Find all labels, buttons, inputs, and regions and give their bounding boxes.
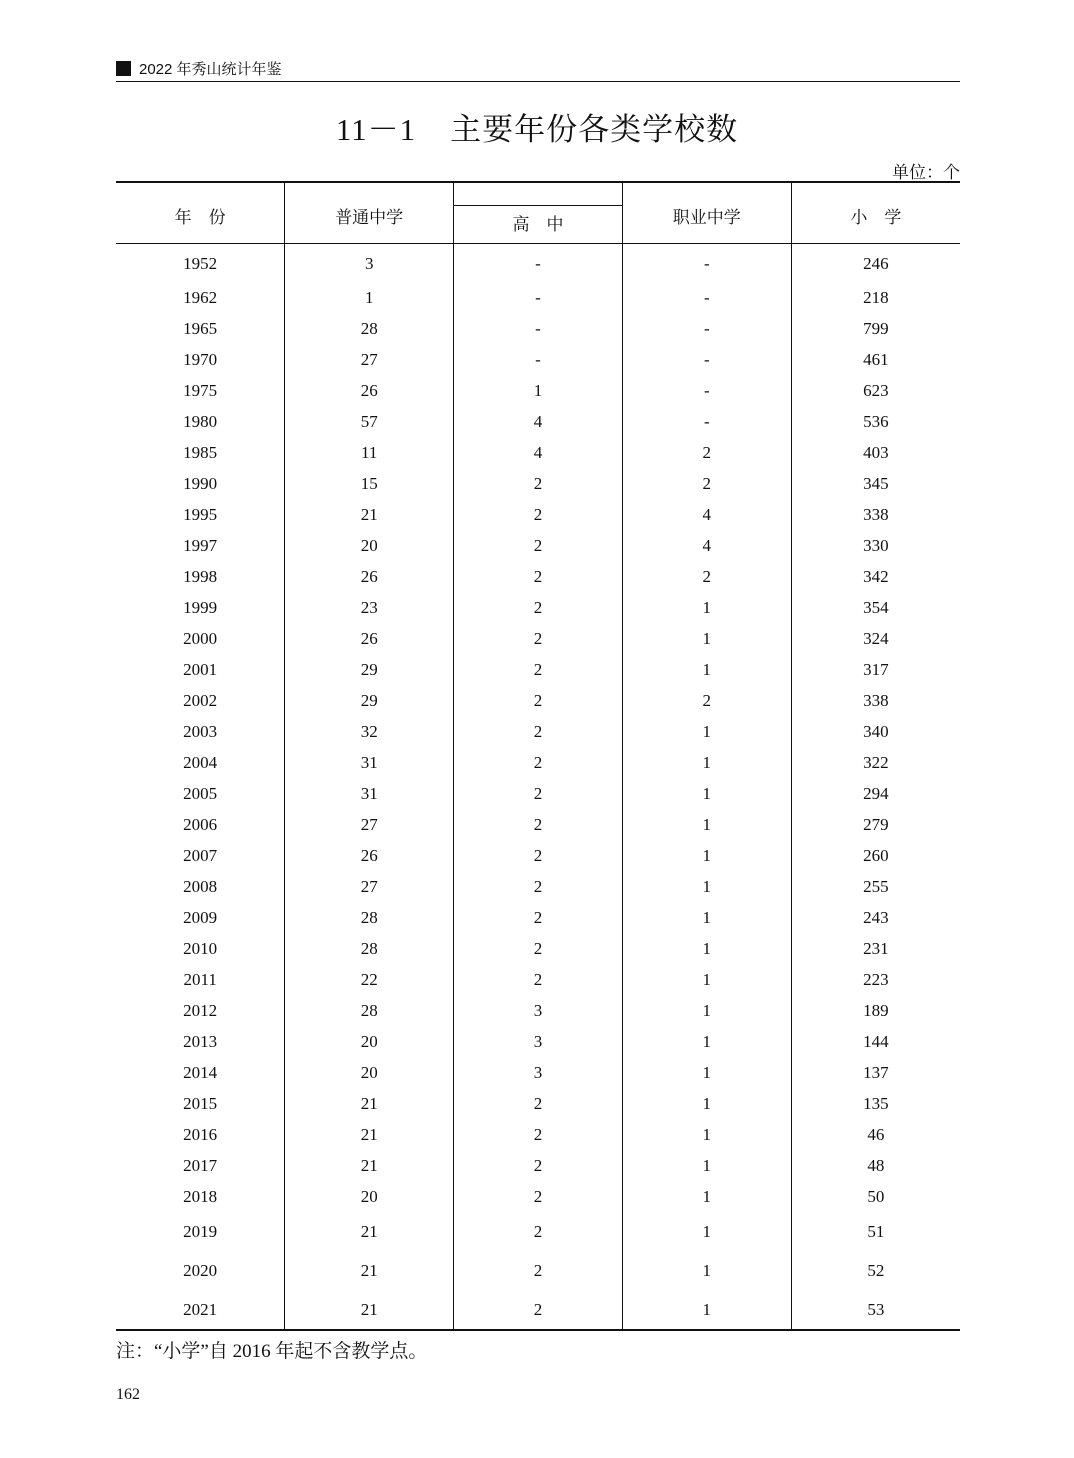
cell-vocational: 1: [622, 995, 791, 1026]
cell-primary: 354: [791, 592, 960, 623]
table-row: [116, 1119, 960, 1150]
cell-year: 1980: [183, 412, 218, 431]
header-vocational: 职业中学: [622, 182, 791, 244]
cell-year: 1990: [183, 474, 218, 493]
header-senior-high: 高 中: [454, 206, 623, 244]
table-row: [116, 1026, 960, 1057]
table-row: [116, 964, 960, 995]
cell-general-middle: 20: [285, 1026, 454, 1057]
table-row: [116, 623, 960, 654]
table-row: [116, 1150, 960, 1181]
cell-general-middle: 21: [285, 1251, 454, 1290]
cell-year: 1975: [183, 381, 218, 400]
cell-senior-high: -: [454, 282, 623, 313]
cell-year: 2005: [183, 784, 218, 803]
cell-general-middle: 21: [285, 1290, 454, 1330]
cell-primary: 340: [791, 716, 960, 747]
table-row: [116, 809, 960, 840]
cell-vocational: 4: [622, 499, 791, 530]
cell-senior-high: 2: [454, 623, 623, 654]
cell-primary: 260: [791, 840, 960, 871]
cell-primary: 279: [791, 809, 960, 840]
table-row: [116, 244, 960, 283]
table-row: [116, 685, 960, 716]
cell-general-middle: 26: [285, 561, 454, 592]
cell-primary: 403: [791, 437, 960, 468]
cell-vocational: 1: [622, 716, 791, 747]
cell-senior-high: 2: [454, 654, 623, 685]
cell-year: 2014: [183, 1063, 218, 1082]
cell-vocational: 4: [622, 530, 791, 561]
cell-year: 1999: [183, 598, 218, 617]
cell-vocational: 1: [622, 964, 791, 995]
cell-year: 2008: [183, 877, 218, 896]
cell-general-middle: 21: [285, 1150, 454, 1181]
table-row: [116, 995, 960, 1026]
cell-year: 2002: [183, 691, 218, 710]
cell-senior-high: 3: [454, 1057, 623, 1088]
cell-senior-high: 4: [454, 406, 623, 437]
cell-year: 2003: [183, 722, 218, 741]
cell-senior-high: -: [454, 313, 623, 344]
cell-general-middle: 29: [285, 654, 454, 685]
cell-primary: 461: [791, 344, 960, 375]
table-row: [116, 1251, 960, 1290]
cell-year: 1997: [183, 536, 218, 555]
table-row: [116, 933, 960, 964]
cell-primary: 317: [791, 654, 960, 685]
cell-senior-high: 2: [454, 747, 623, 778]
cell-year: 2019: [183, 1222, 218, 1241]
cell-general-middle: 31: [285, 778, 454, 809]
table-row: [116, 1181, 960, 1212]
cell-year: 2017: [183, 1156, 218, 1175]
cell-general-middle: 21: [285, 499, 454, 530]
cell-primary: 243: [791, 902, 960, 933]
cell-senior-high: -: [454, 344, 623, 375]
cell-year: 2016: [183, 1125, 218, 1144]
cell-senior-high: 2: [454, 1119, 623, 1150]
cell-year: 1995: [183, 505, 218, 524]
cell-vocational: -: [622, 375, 791, 406]
table-row: [116, 902, 960, 933]
cell-general-middle: 28: [285, 313, 454, 344]
cell-general-middle: 57: [285, 406, 454, 437]
cell-primary: 799: [791, 313, 960, 344]
cell-senior-high: 2: [454, 1290, 623, 1330]
cell-general-middle: 27: [285, 871, 454, 902]
cell-vocational: 2: [622, 437, 791, 468]
cell-vocational: 1: [622, 871, 791, 902]
cell-general-middle: 3: [285, 244, 454, 283]
cell-senior-high: 2: [454, 561, 623, 592]
cell-vocational: 1: [622, 1088, 791, 1119]
cell-primary: 324: [791, 623, 960, 654]
cell-vocational: 1: [622, 1251, 791, 1290]
cell-senior-high: 3: [454, 1026, 623, 1057]
cell-primary: 46: [791, 1119, 960, 1150]
cell-primary: 536: [791, 406, 960, 437]
header-year: 年 份: [174, 207, 226, 227]
cell-senior-high: 2: [454, 716, 623, 747]
cell-general-middle: 22: [285, 964, 454, 995]
cell-vocational: 1: [622, 1212, 791, 1251]
cell-year: 2001: [183, 660, 218, 679]
cell-general-middle: 11: [285, 437, 454, 468]
cell-vocational: 1: [622, 1026, 791, 1057]
schools-table: [116, 181, 960, 1331]
cell-primary: 53: [791, 1290, 960, 1330]
table-number: 11－1: [335, 112, 417, 147]
cell-general-middle: 21: [285, 1119, 454, 1150]
cell-primary: 623: [791, 375, 960, 406]
cell-year: 2007: [183, 846, 218, 865]
cell-year: 2006: [183, 815, 218, 834]
cell-vocational: 2: [622, 561, 791, 592]
cell-senior-high: 2: [454, 840, 623, 871]
table-body: [116, 244, 960, 1331]
table-row: [116, 437, 960, 468]
cell-senior-high: 2: [454, 1088, 623, 1119]
cell-year: 1998: [183, 567, 218, 586]
table-row: [116, 468, 960, 499]
cell-primary: 223: [791, 964, 960, 995]
table-row: [116, 1057, 960, 1088]
cell-senior-high: 2: [454, 809, 623, 840]
cell-vocational: -: [622, 344, 791, 375]
table-row: [116, 592, 960, 623]
footnote: 注：“小学”自 2016 年起不含教学点。: [116, 1341, 428, 1362]
table-row: [116, 840, 960, 871]
cell-primary: 51: [791, 1212, 960, 1251]
cell-primary: 218: [791, 282, 960, 313]
cell-vocational: 2: [622, 468, 791, 499]
cell-primary: 338: [791, 685, 960, 716]
cell-vocational: 1: [622, 778, 791, 809]
cell-year: 2013: [183, 1032, 218, 1051]
cell-senior-high: 4: [454, 437, 623, 468]
cell-year: 2011: [183, 970, 217, 989]
cell-general-middle: 1: [285, 282, 454, 313]
table-row: [116, 344, 960, 375]
cell-year: 2020: [183, 1261, 218, 1280]
table-row: [116, 313, 960, 344]
header-blank: [454, 182, 623, 206]
table-row: [116, 654, 960, 685]
cell-senior-high: 1: [454, 375, 623, 406]
cell-primary: 52: [791, 1251, 960, 1290]
cell-senior-high: 2: [454, 592, 623, 623]
table-row: [116, 716, 960, 747]
cell-senior-high: 2: [454, 902, 623, 933]
cell-year: 2000: [183, 629, 218, 648]
cell-year: 2015: [183, 1094, 218, 1113]
cell-senior-high: 2: [454, 778, 623, 809]
page-title: [0, 104, 1074, 149]
header-rule: [116, 81, 960, 82]
cell-senior-high: -: [454, 244, 623, 283]
cell-general-middle: 21: [285, 1088, 454, 1119]
cell-senior-high: 2: [454, 1150, 623, 1181]
header-general-middle: 普通中学: [285, 182, 454, 244]
cell-year: 2021: [183, 1300, 218, 1319]
cell-senior-high: 2: [454, 530, 623, 561]
cell-year: 1952: [183, 253, 218, 273]
table-row: [116, 871, 960, 902]
cell-primary: 322: [791, 747, 960, 778]
table-title: 主要年份各类学校数: [450, 112, 739, 147]
cell-vocational: 1: [622, 933, 791, 964]
table-row: [116, 778, 960, 809]
cell-vocational: 1: [622, 1057, 791, 1088]
square-marker-icon: [116, 61, 131, 76]
cell-primary: 342: [791, 561, 960, 592]
cell-senior-high: 2: [454, 933, 623, 964]
cell-vocational: -: [622, 313, 791, 344]
cell-primary: 135: [791, 1088, 960, 1119]
cell-general-middle: 28: [285, 902, 454, 933]
cell-vocational: -: [622, 406, 791, 437]
cell-primary: 231: [791, 933, 960, 964]
cell-primary: 48: [791, 1150, 960, 1181]
cell-senior-high: 2: [454, 1212, 623, 1251]
cell-general-middle: 31: [285, 747, 454, 778]
cell-primary: 189: [791, 995, 960, 1026]
cell-senior-high: 2: [454, 964, 623, 995]
cell-vocational: 1: [622, 1290, 791, 1330]
cell-primary: 137: [791, 1057, 960, 1088]
cell-general-middle: 27: [285, 344, 454, 375]
cell-general-middle: 23: [285, 592, 454, 623]
cell-general-middle: 26: [285, 623, 454, 654]
cell-year: 2018: [183, 1187, 218, 1206]
header-primary: 小 学: [791, 182, 960, 244]
cell-vocational: 1: [622, 1150, 791, 1181]
cell-senior-high: 2: [454, 499, 623, 530]
cell-vocational: 2: [622, 685, 791, 716]
table-row: [116, 561, 960, 592]
unit-label: 单位：个: [892, 163, 960, 182]
cell-vocational: 1: [622, 1181, 791, 1212]
cell-vocational: -: [622, 282, 791, 313]
cell-primary: 144: [791, 1026, 960, 1057]
cell-vocational: 1: [622, 902, 791, 933]
cell-vocational: 1: [622, 592, 791, 623]
table-row: [116, 406, 960, 437]
cell-year: 2012: [183, 1001, 218, 1020]
cell-general-middle: 32: [285, 716, 454, 747]
cell-primary: 330: [791, 530, 960, 561]
table-row: [116, 282, 960, 313]
cell-year: 1962: [183, 288, 218, 307]
cell-general-middle: 21: [285, 1212, 454, 1251]
cell-senior-high: 2: [454, 871, 623, 902]
cell-vocational: 1: [622, 840, 791, 871]
cell-general-middle: 20: [285, 530, 454, 561]
table-row: [116, 1212, 960, 1251]
running-head: [116, 58, 282, 79]
cell-general-middle: 20: [285, 1181, 454, 1212]
cell-senior-high: 3: [454, 995, 623, 1026]
cell-vocational: 1: [622, 809, 791, 840]
cell-general-middle: 28: [285, 933, 454, 964]
cell-general-middle: 29: [285, 685, 454, 716]
cell-vocational: 1: [622, 1119, 791, 1150]
cell-primary: 246: [791, 244, 960, 283]
page-number: 162: [116, 1386, 140, 1403]
cell-general-middle: 26: [285, 375, 454, 406]
cell-year: 2004: [183, 753, 218, 772]
cell-general-middle: 28: [285, 995, 454, 1026]
cell-year: 2009: [183, 908, 218, 927]
cell-vocational: 1: [622, 623, 791, 654]
table-row: [116, 530, 960, 561]
cell-general-middle: 20: [285, 1057, 454, 1088]
cell-year: 1970: [183, 350, 218, 369]
table-row: [116, 375, 960, 406]
cell-primary: 255: [791, 871, 960, 902]
cell-general-middle: 27: [285, 809, 454, 840]
cell-primary: 50: [791, 1181, 960, 1212]
cell-year: 2010: [183, 939, 218, 958]
cell-primary: 345: [791, 468, 960, 499]
table-row: [116, 1290, 960, 1330]
cell-general-middle: 26: [285, 840, 454, 871]
cell-primary: 338: [791, 499, 960, 530]
cell-year: 1985: [183, 443, 218, 462]
running-head-text: 2022 年秀山统计年鉴: [139, 61, 282, 78]
cell-senior-high: 2: [454, 1181, 623, 1212]
table-row: [116, 1088, 960, 1119]
table-row: [116, 747, 960, 778]
cell-vocational: 1: [622, 654, 791, 685]
cell-senior-high: 2: [454, 1251, 623, 1290]
cell-vocational: 1: [622, 747, 791, 778]
cell-year: 1965: [183, 319, 218, 338]
table-row: [116, 499, 960, 530]
cell-senior-high: 2: [454, 685, 623, 716]
cell-primary: 294: [791, 778, 960, 809]
cell-vocational: -: [622, 244, 791, 283]
cell-general-middle: 15: [285, 468, 454, 499]
cell-senior-high: 2: [454, 468, 623, 499]
